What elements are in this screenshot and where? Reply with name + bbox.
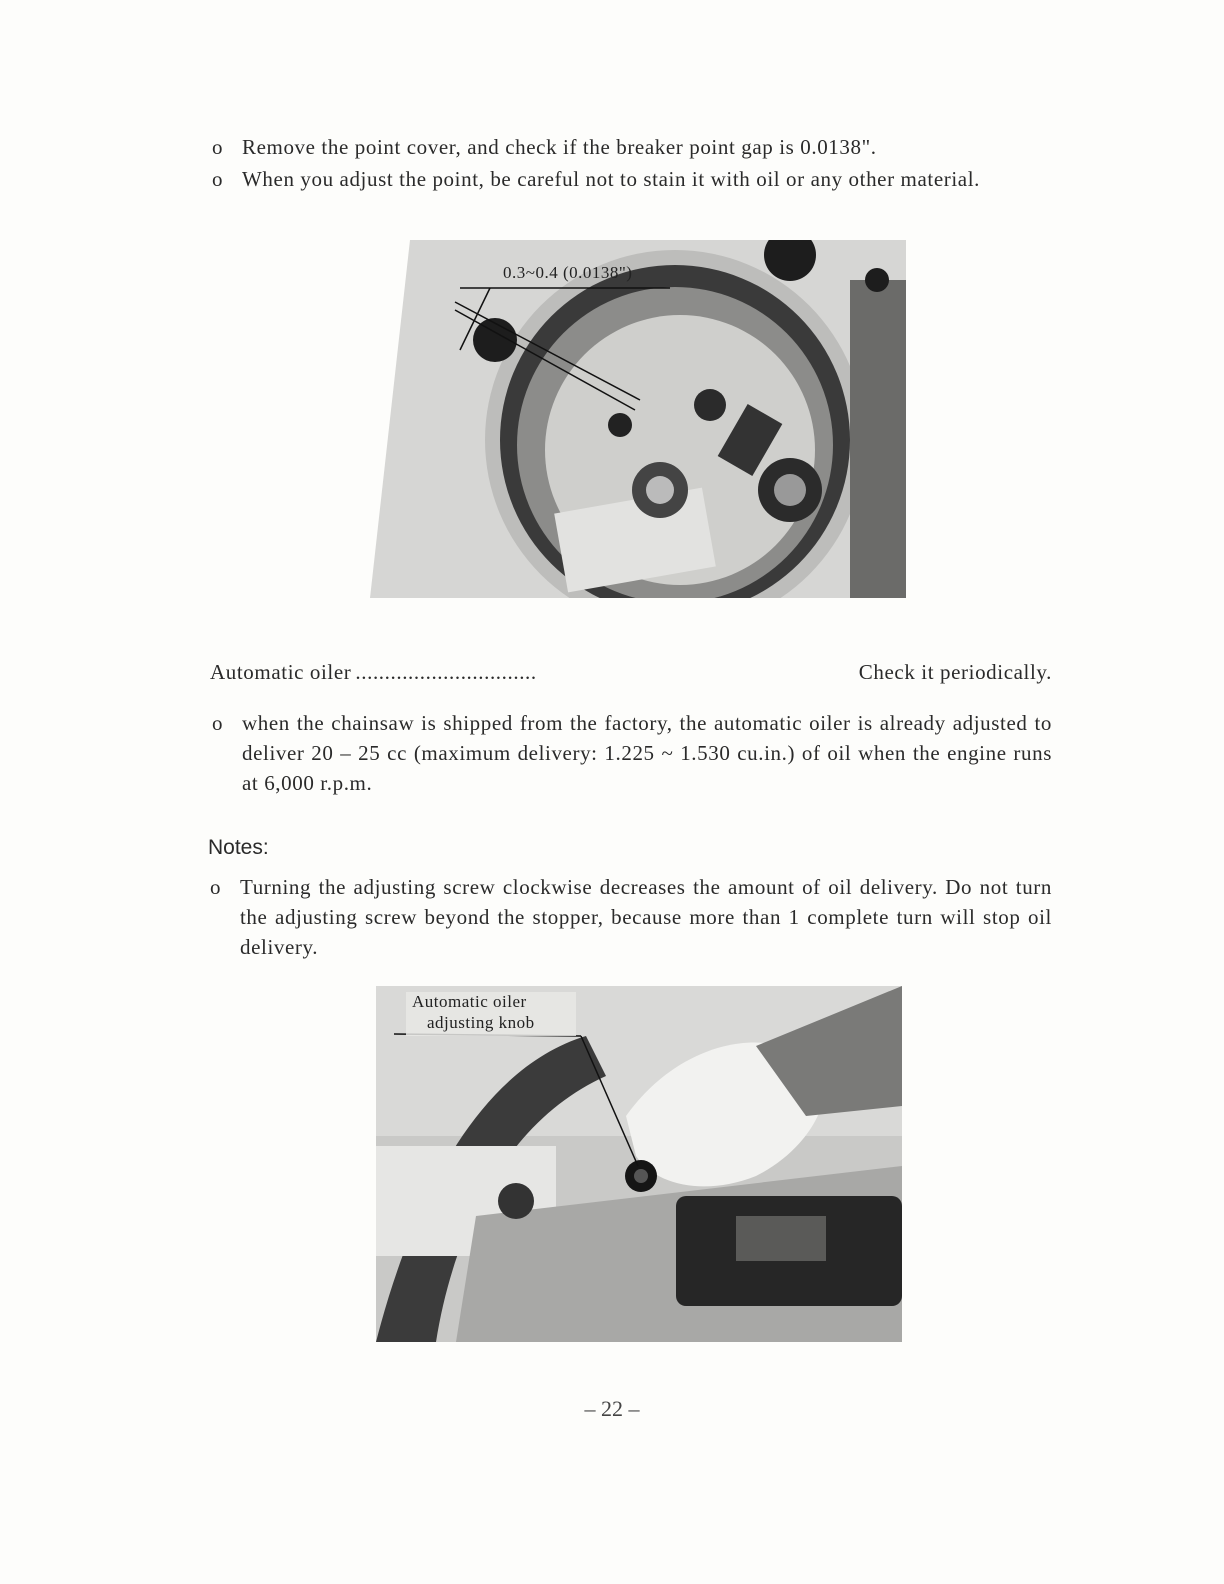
bullet-item — [212, 164, 1052, 194]
bullet-item — [212, 708, 1052, 798]
bullet-marker: o — [210, 875, 222, 899]
page-number: – 22 – — [584, 1396, 640, 1421]
breaker-point-photo — [370, 240, 906, 598]
gap-label: 0.3~0.4 (0.0138") — [503, 263, 633, 282]
oiler-title: Automatic oiler — [210, 660, 352, 684]
note-text: Turning the adjusting screw clockwise decreases the amount of oil delivery. Do not turn the adjusting screw beyond the stopper, because more than 1 complete turn will stop oil delivery. — [240, 875, 1052, 959]
bullet-text: Remove the point cover, and check if the breaker point gap is 0.0138". — [242, 135, 877, 159]
knob-label-line2: adjusting knob — [427, 1013, 535, 1032]
knob-label-line1: Automatic oiler — [412, 992, 527, 1011]
bullet-item — [212, 132, 1052, 162]
oiler-action: Check it periodically. — [858, 660, 1052, 684]
note-item — [210, 872, 1052, 962]
bullet-marker: o — [212, 711, 224, 735]
bullet-marker: o — [212, 135, 224, 159]
bullet-text: when the chainsaw is shipped from the factory, the automatic oiler is already adjusted to deliver 20 – 25 cc (maximum delivery: 1.225 ~ 1.530 cu.in.) of oil when the engine runs at 6,000 r.p.m. — [242, 711, 1052, 795]
oiler-heading — [210, 660, 1052, 685]
notes-heading: Notes: — [208, 836, 269, 859]
bullet-text: When you adjust the point, be careful not to stain it with oil or any other material. — [242, 167, 980, 191]
bullet-marker: o — [212, 167, 224, 191]
leader-dots: ............................... — [355, 660, 537, 684]
oiler-knob-photo — [376, 986, 902, 1342]
